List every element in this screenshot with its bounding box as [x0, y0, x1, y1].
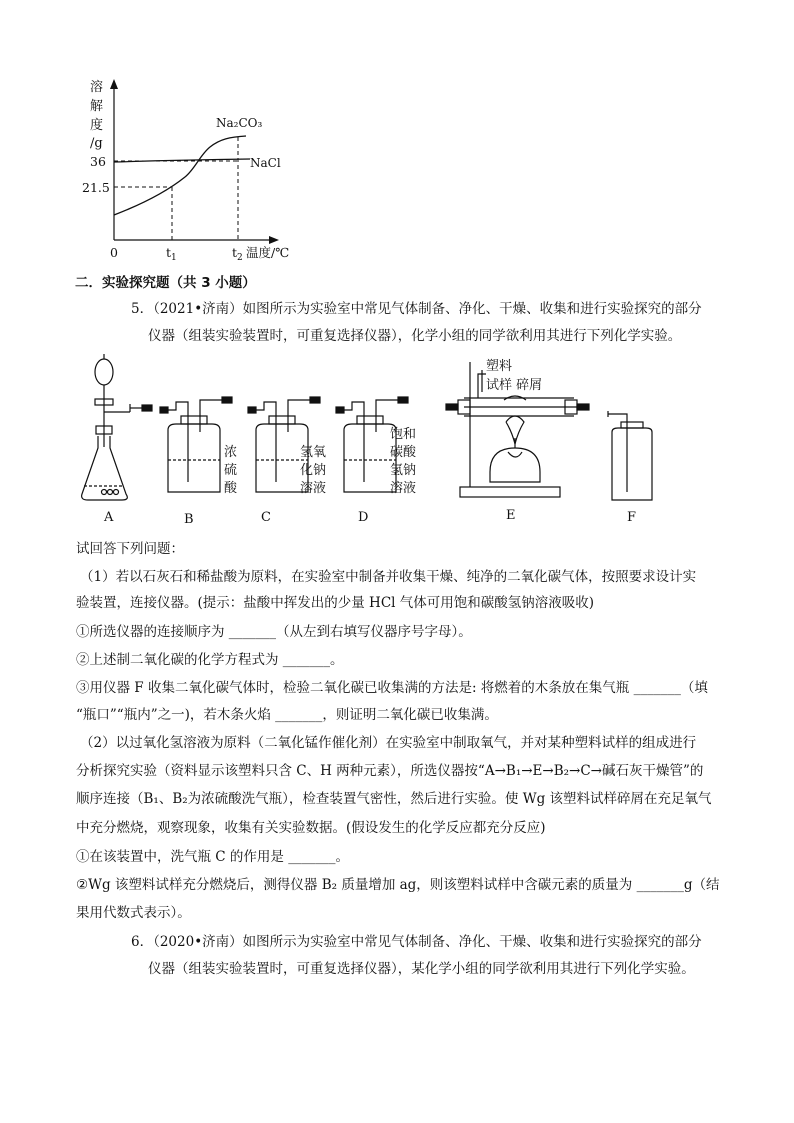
tick-21-5: 21.5 — [82, 180, 110, 195]
d-text-2: 碳酸 — [390, 445, 417, 460]
d-text-1: 饱和 — [390, 427, 417, 442]
origin-label: 0 — [110, 245, 118, 260]
nacl-label: NaCl — [250, 156, 281, 170]
body-line-10: 顺序连接（B₁、B₂为浓硫酸洗气瓶），检查装置气密性，然后进行实验。使 Wg 该塑料试样碎屑在充足氧气 — [76, 791, 712, 807]
label-d: D — [358, 510, 369, 525]
e-text-1: 塑料 — [486, 359, 513, 374]
e-text-2: 试样 碎屑 — [486, 378, 543, 393]
q5-line-1: 5．（2021•济南）如图所示为实验室中常见气体制备、净化、干燥、收集和进行实验探究的部分 — [131, 301, 702, 317]
body-line-13: ②Wg 该塑料试样充分燃烧后，测得仪器 B₂ 质量增加 ag，则该塑料试样中含碳元素的质量为 _______g（结 — [76, 877, 720, 893]
section-title: 二．实验探究题（共 3 小题） — [75, 275, 256, 291]
d-text-3: 氢钠 — [390, 463, 417, 478]
t1-label: $t_1$ — [166, 245, 177, 263]
body-line-14: 果用代数式表示）。 — [76, 905, 191, 921]
y-label-4: /g — [90, 136, 103, 151]
apparatus-a — [82, 354, 152, 500]
c-text-2: 化钠 — [300, 463, 327, 478]
x-label: 温度/℃ — [246, 245, 290, 260]
tick-36: 36 — [90, 154, 106, 169]
body-line-5: ②上述制二氧化碳的化学方程式为 _______。 — [76, 652, 344, 668]
y-label-1: 溶 — [90, 80, 104, 95]
label-f: F — [627, 510, 637, 525]
label-c: C — [261, 510, 271, 525]
y-axis-arrow — [110, 79, 118, 89]
solubility-graph — [60, 75, 290, 270]
label-e: E — [506, 508, 516, 523]
body-line-12: ①在该装置中，洗气瓶 C 的作用是 _______。 — [76, 849, 349, 865]
body-line-2: （1）若以石灰石和稀盐酸为原料，在实验室中制备并收集干燥、纯净的二氧化碳气体，按照要求设计实 — [80, 569, 697, 585]
b-text-3: 酸 — [224, 481, 238, 496]
body-line-9: 分析探究实验（资料显示该塑料只含 C、H 两种元素），所选仪器按“A→B₁→E→B₂→C→碱石灰干燥管”的 — [76, 763, 704, 779]
body-line-8: （2）以过氧化氢溶液为原料（二氧化锰作催化剂）在实验室中制取氧气，并对某种塑料试样的组成进行 — [80, 735, 697, 751]
na2co3-curve — [114, 136, 246, 215]
label-a: A — [104, 510, 114, 525]
t2-label: $t_2$ — [232, 245, 243, 263]
y-label-3: 度 — [90, 118, 104, 133]
b-text-2: 硫 — [224, 463, 238, 478]
q5-line-2: 仪器（组装实验装置时，可重复选择仪器），化学小组的同学欲利用其进行下列化学实验。 — [148, 328, 682, 344]
c-text-1: 氢氧 — [300, 445, 327, 460]
x-axis-arrow — [269, 236, 279, 244]
body-line-4: ①所选仪器的连接顺序为 _______（从左到右填写仪器序号字母）。 — [76, 624, 472, 640]
b-text-1: 浓 — [224, 445, 238, 460]
body-line-11: 中充分燃烧，观察现象，收集有关实验数据。(假设发生的化学反应都充分反应) — [76, 820, 546, 836]
d-text-4: 溶液 — [390, 481, 417, 496]
q6-line-2: 仪器（组装实验装置时，可重复选择仪器），某化学小组的同学欲利用其进行下列化学实验。 — [148, 961, 695, 977]
c-text-3: 溶液 — [300, 481, 327, 496]
na2co3-label: Na₂CO₃ — [216, 116, 263, 130]
body-line-7: “瓶口”“瓶内”之一)，若木条火焰 _______，则证明二氧化碳已收集满。 — [76, 707, 498, 723]
apparatus-f — [608, 411, 652, 500]
label-b: B — [184, 512, 194, 527]
body-line-3: 验装置，连接仪器。(提示：盐酸中挥发出的少量 HCl 气体可用饱和碳酸氢钠溶液吸收) — [76, 595, 595, 611]
apparatus-b — [160, 397, 232, 492]
body-line-6: ③用仪器 F 收集二氧化碳气体时，检验二氧化碳已收集满的方法是: 将燃着的木条放在集气瓶 _______（填 — [76, 680, 708, 696]
body-line-1: 试回答下列问题： — [76, 541, 184, 557]
y-label-2: 解 — [90, 99, 104, 114]
apparatus-figure — [60, 352, 680, 532]
q6-line-1: 6．（2020•济南）如图所示为实验室中常见气体制备、净化、干燥、收集和进行实验探究的部分 — [131, 934, 702, 950]
